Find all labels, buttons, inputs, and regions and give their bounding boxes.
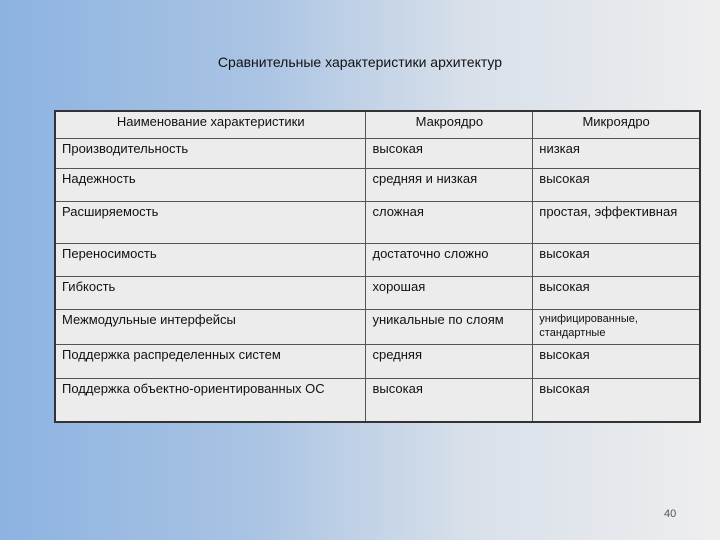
header-characteristic: Наименование характеристики xyxy=(55,111,366,138)
header-microkernel: Микроядро xyxy=(533,111,700,138)
slide-title: Сравнительные характеристики архитектур xyxy=(217,54,503,70)
macrokernel-value: средняя xyxy=(366,344,533,378)
macrokernel-value: сложная xyxy=(366,201,533,243)
microkernel-value: простая, эффективная xyxy=(533,201,700,243)
row-label: Поддержка объектно-ориентированных ОС xyxy=(55,378,366,422)
row-label: Переносимость xyxy=(55,243,366,276)
microkernel-value: высокая xyxy=(533,168,700,201)
comparison-table xyxy=(54,110,701,423)
row-label: Межмодульные интерфейсы xyxy=(55,309,366,344)
table-row xyxy=(55,378,700,422)
microkernel-value: высокая xyxy=(533,243,700,276)
macrokernel-value: высокая xyxy=(366,138,533,168)
row-label: Расширяемость xyxy=(55,201,366,243)
table-row xyxy=(55,168,700,201)
header-macrokernel: Макроядро xyxy=(366,111,533,138)
microkernel-value: высокая xyxy=(533,378,700,422)
table-row xyxy=(55,344,700,378)
table-row xyxy=(55,138,700,168)
microkernel-value-text: унифицированные, стандартные xyxy=(539,312,638,339)
microkernel-value: высокая xyxy=(533,344,700,378)
row-label: Надежность xyxy=(55,168,366,201)
microkernel-value xyxy=(533,309,700,344)
page-number: 40 xyxy=(664,508,677,520)
row-label: Производительность xyxy=(55,138,366,168)
table-row xyxy=(55,201,700,243)
macrokernel-value: достаточно сложно xyxy=(366,243,533,276)
macrokernel-value: хорошая xyxy=(366,276,533,309)
microkernel-value: высокая xyxy=(533,276,700,309)
row-label: Поддержка распределенных систем xyxy=(55,344,366,378)
row-label: Гибкость xyxy=(55,276,366,309)
macrokernel-value: высокая xyxy=(366,378,533,422)
macrokernel-value: уникальные по слоям xyxy=(366,309,533,344)
table-row xyxy=(55,309,700,344)
table-row xyxy=(55,276,700,309)
microkernel-value: низкая xyxy=(533,138,700,168)
macrokernel-value: средняя и низкая xyxy=(366,168,533,201)
table-header-row xyxy=(55,111,700,138)
table-row xyxy=(55,243,700,276)
